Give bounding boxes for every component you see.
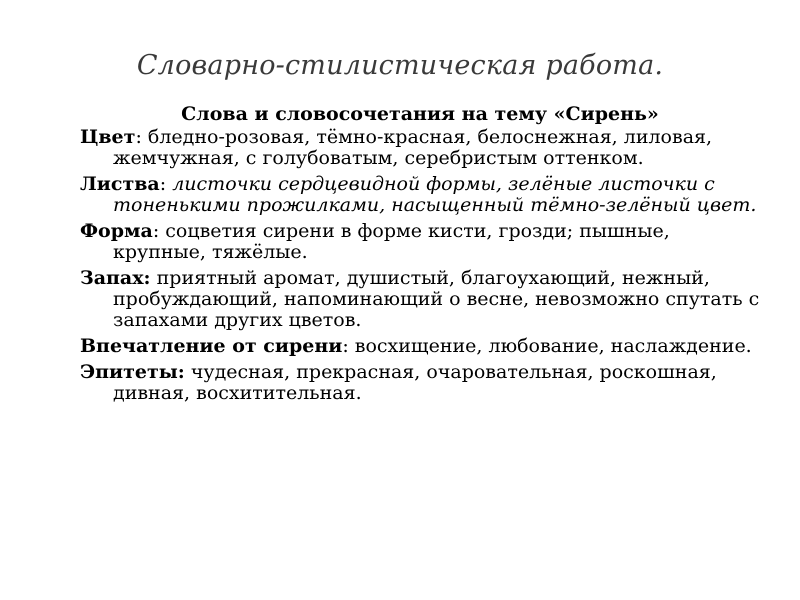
entry-text: приятный аромат, душистый, благоухающий, нежный, пробуждающий, напоминающий о весне, невозможно спутать с запахами других цветов.: [113, 267, 760, 331]
slide-content: [80, 104, 760, 409]
entry-text: восхищение, любование, наслаждение.: [354, 335, 752, 357]
slide-title: Словарно-стилистическая работа.: [136, 50, 664, 81]
entry-color: [80, 127, 760, 169]
entry-text: листочки сердцевидной формы, зелёные листочки с тоненькими прожилками, насыщенный тёмно-зелёный цвет.: [113, 173, 757, 216]
entry-label: Форма: [80, 220, 153, 242]
entry-text: чудесная, прекрасная, очаровательная, роскошная, дивная, восхитительная.: [113, 361, 717, 404]
entry-label: Запах:: [80, 267, 151, 289]
entry-text: бледно-розовая, тёмно-красная, белоснежная, лиловая, жемчужная, с голубоватым, серебристым оттенком.: [113, 126, 713, 169]
entry-scent: [80, 268, 760, 331]
entry-separator: :: [159, 173, 173, 195]
entry-label: Эпитеты:: [80, 361, 185, 383]
entry-label: Листва: [80, 173, 160, 195]
entry-label: Цвет: [80, 126, 136, 148]
entry-separator: :: [342, 335, 355, 357]
slide-subtitle: Слова и словосочетания на тему «Сирень»: [181, 103, 659, 125]
entry-shape: [80, 221, 760, 263]
entry-impression: [80, 336, 760, 357]
entry-epithets: [80, 362, 760, 404]
entry-label: Впечатление от сирени: [80, 335, 343, 357]
entry-separator: :: [152, 220, 166, 242]
entry-foliage: [80, 174, 760, 216]
entry-text: соцветия сирени в форме кисти, грозди; пышные, крупные, тяжёлые.: [113, 220, 670, 263]
entry-separator: :: [135, 126, 148, 148]
